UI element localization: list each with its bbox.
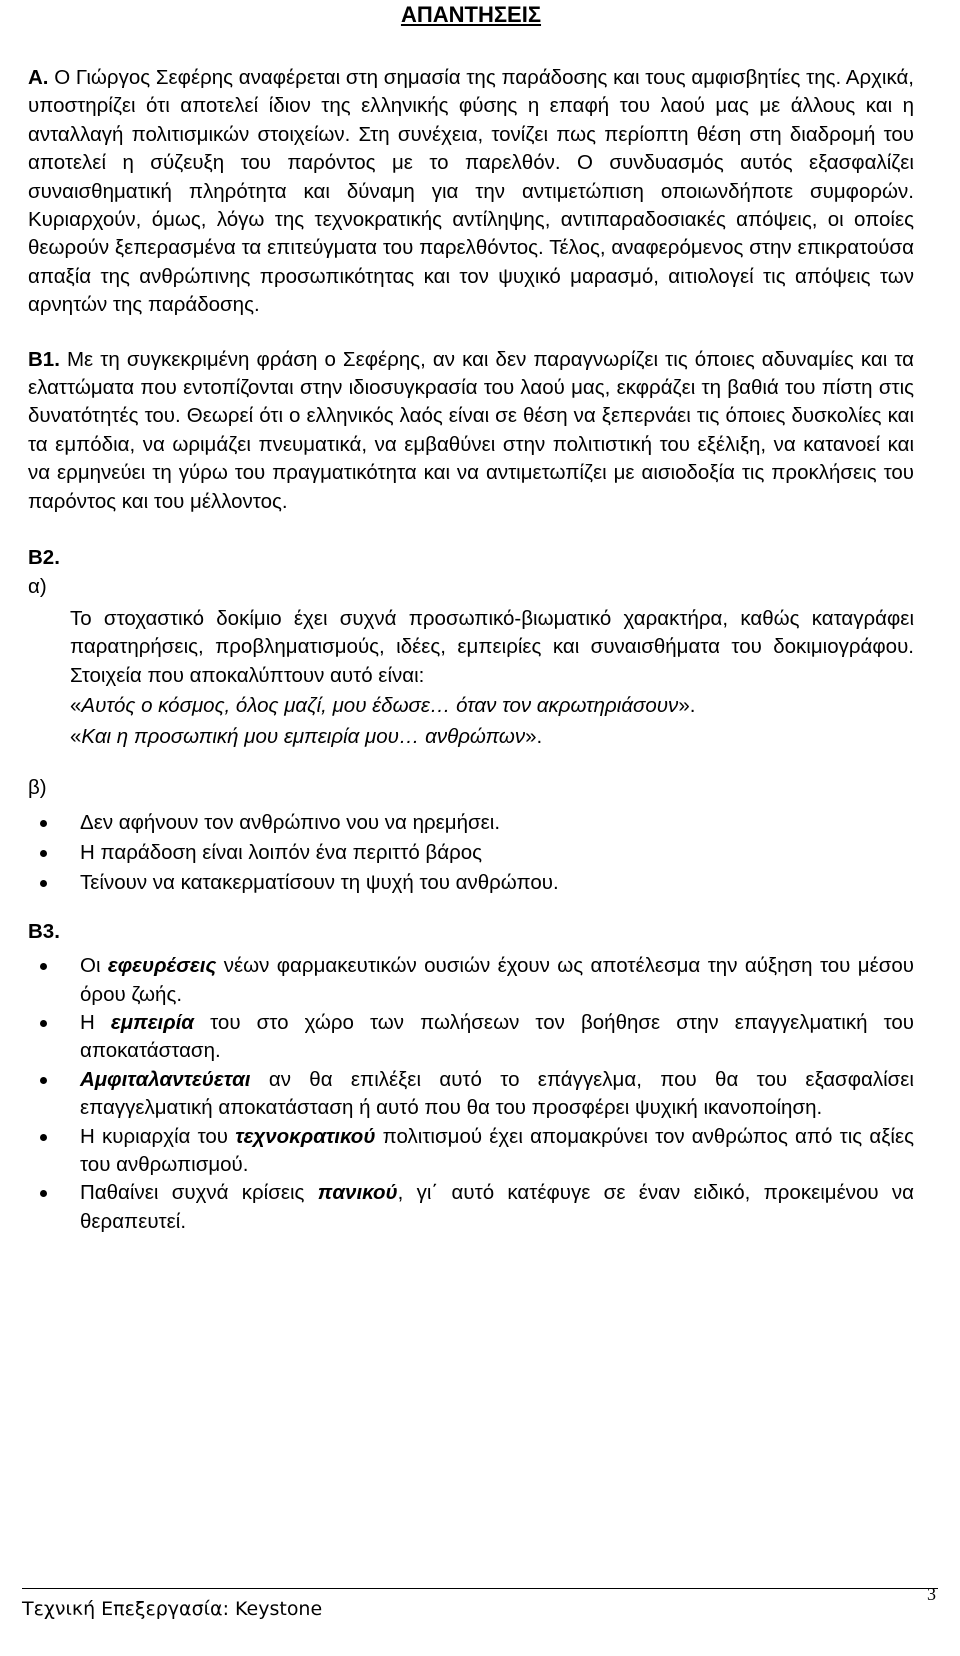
highlighted-word: εφευρέσεις — [107, 954, 217, 978]
item-text: πολιτισμού έχει απομακρύνει τον ανθρώπος από τις αξίες του ανθρωπισμού. — [80, 1124, 914, 1176]
highlighted-word: Αμφιταλαντεύεται — [80, 1067, 251, 1091]
bullet-icon — [40, 1190, 47, 1197]
list-item-text: Η παράδοση είναι λοιπόν ένα περιττό βάρος — [80, 840, 483, 864]
highlighted-word: πανικού — [317, 1181, 398, 1205]
section-a-text: Ο Γιώργος Σεφέρης αναφέρεται στη σημασία της παράδοσης και τους αμφισβητίες της. Αρχικά, υποστηρίζει ότι αποτελεί ίδιον της ελληνικής φύσης η επαφή του λαού μας με άλλους και η ανταλλαγή πολιτισμικών στοιχείων. Στη συνέχεια, τονίζει πως περίοπτη θέση στη διαδρομή του αποτελεί η σύζευξη του παρόντος με το παρελθόν. Ο συνδυασμός αυτός εξασφαλίζει συναισθηματική πληρότητα και δύναμη για την αντιμετώπιση οποιωνδήποτε συμφορών. Κυριαρχούν, όμως, λόγω της τεχνοκρατικής αντίληψης, αντιπαραδοσιακές απόψεις, οι οποίες θεωρούν ξεπερασμένα τα επιτεύγματα του παρελθόντος. Τέλος, αναφερόμενος στην επικρατούσα απαξία της ανθρώπινης προσωπικότητας και τον ψυχικό μαρασμό, αιτιολογεί τις απόψεις των αρνητών της παράδοσης. — [28, 66, 914, 317]
section-b3-list — [28, 952, 914, 1236]
bullet-icon — [40, 1134, 47, 1141]
footer-divider — [22, 1588, 938, 1589]
list-item — [28, 1066, 914, 1123]
section-a-paragraph — [28, 64, 914, 320]
section-b2-part-b-list — [28, 809, 914, 898]
list-item — [28, 809, 914, 837]
list-item-text: Δεν αφήνουν τον ανθρώπινο νου να ηρεμήσει. — [80, 810, 501, 834]
page-number: 3 — [927, 1584, 936, 1604]
section-b1-label: Β1. — [28, 347, 60, 371]
list-item — [28, 1009, 914, 1066]
item-text: Η — [80, 1010, 111, 1034]
item-text: αν θα επιλέξει αυτό το επάγγελμα, που θα του εξασφαλίσει επαγγελματική αποκατάσταση ή αυτό που θα του προσφέρει ψυχική ικανοποίηση. — [80, 1067, 914, 1120]
highlighted-word: εμπειρία — [110, 1010, 195, 1034]
page-title: ΑΠΑΝΤΗΣΕΙΣ — [400, 2, 542, 27]
quote-open: « — [70, 725, 82, 749]
footer-credit: Τεχνική Επεξεργασία: Keystone — [22, 1598, 323, 1620]
list-item — [28, 952, 914, 1009]
section-b2-part-a-text — [70, 605, 914, 752]
section-b3-label: Β3. — [28, 919, 60, 943]
list-item — [28, 839, 914, 867]
bullet-icon — [40, 820, 47, 827]
section-b2-part-b-label: β) — [28, 776, 47, 800]
quote-open: « — [70, 694, 82, 718]
quote-2-text: Και η προσωπική μου εμπειρία μου… ανθρώπων — [81, 725, 526, 749]
section-b1-paragraph — [28, 346, 914, 516]
list-item-text: Τείνουν να κατακερματίσουν τη ψυχή του ανθρώπου. — [80, 871, 559, 895]
quote-line-1 — [70, 690, 914, 721]
item-text: , γι΄ αυτό κατέφυγε σε έναν ειδικό, προκειμένου να θεραπευτεί. — [80, 1181, 914, 1233]
quote-close: ». — [525, 725, 543, 749]
item-text: νέων φαρμακευτικών ουσιών έχουν ως αποτέλεσμα την αύξηση του μέσου όρου ζωής. — [80, 954, 914, 1006]
bullet-icon — [40, 1020, 47, 1027]
list-item — [28, 1179, 914, 1236]
item-text: Οι — [80, 954, 108, 978]
section-b2-part-a-label: α) — [28, 574, 47, 598]
bullet-icon — [40, 1077, 47, 1084]
list-item — [28, 1123, 914, 1180]
section-b1-text: Με τη συγκεκριμένη φράση ο Σεφέρης, αν και δεν παραγνωρίζει τις όποιες αδυναμίες και τα ελαττώματα που εντοπίζονται στην ιδιοσυγκρασία του λαού μας, εκφράζει τη βαθιά του πίστη στις δυνατότητές του. Θεωρεί ότι ο ελληνικός λαός είναι σε θέση να ξεπερνάει τις όποιες δυσκολίες και τα εμπόδια, να ωριμάζει πνευματικά, να εμβαθύνει στην πολιτιστική του εξέλιξη, να κατανοεί και να ερμηνεύει τη γύρω του πραγματικότητα και να αντιμετωπίζει με αισιοδοξία τις προκλήσεις του παρόντος και του μέλλοντος. — [28, 347, 914, 513]
quote-line-2 — [70, 721, 914, 752]
list-item — [28, 869, 914, 897]
section-b2-label: Β2. — [28, 546, 60, 570]
item-text: Η κυριαρχία του — [80, 1124, 236, 1148]
bullet-icon — [40, 963, 47, 970]
document-page — [28, 0, 914, 1236]
section-a-label: Α. — [28, 66, 49, 89]
item-text: Παθαίνει συχνά κρίσεις — [80, 1181, 318, 1205]
highlighted-word: τεχνοκρατικού — [235, 1124, 376, 1148]
part-a-paragraph: Το στοχαστικό δοκίμιο έχει συχνά προσωπικό-βιωματικό χαρακτήρα, καθώς καταγράφει παρατηρήσεις, προβληματισμούς, ιδέες, εμπειρίες και συναισθήματα του δοκιμιογράφου. Στοιχεία που αποκαλύπτουν αυτό είναι: — [70, 606, 914, 687]
bullet-icon — [40, 850, 47, 857]
quote-close: ». — [678, 694, 696, 718]
bullet-icon — [40, 880, 47, 887]
item-text: του στο χώρο των πωλήσεων τον βοήθησε στην επαγγελματική του αποκατάσταση. — [80, 1010, 915, 1063]
quote-1-text: Αυτός ο κόσμος, όλος μαζί, μου έδωσε… όταν τον ακρωτηριάσουν — [81, 694, 679, 718]
